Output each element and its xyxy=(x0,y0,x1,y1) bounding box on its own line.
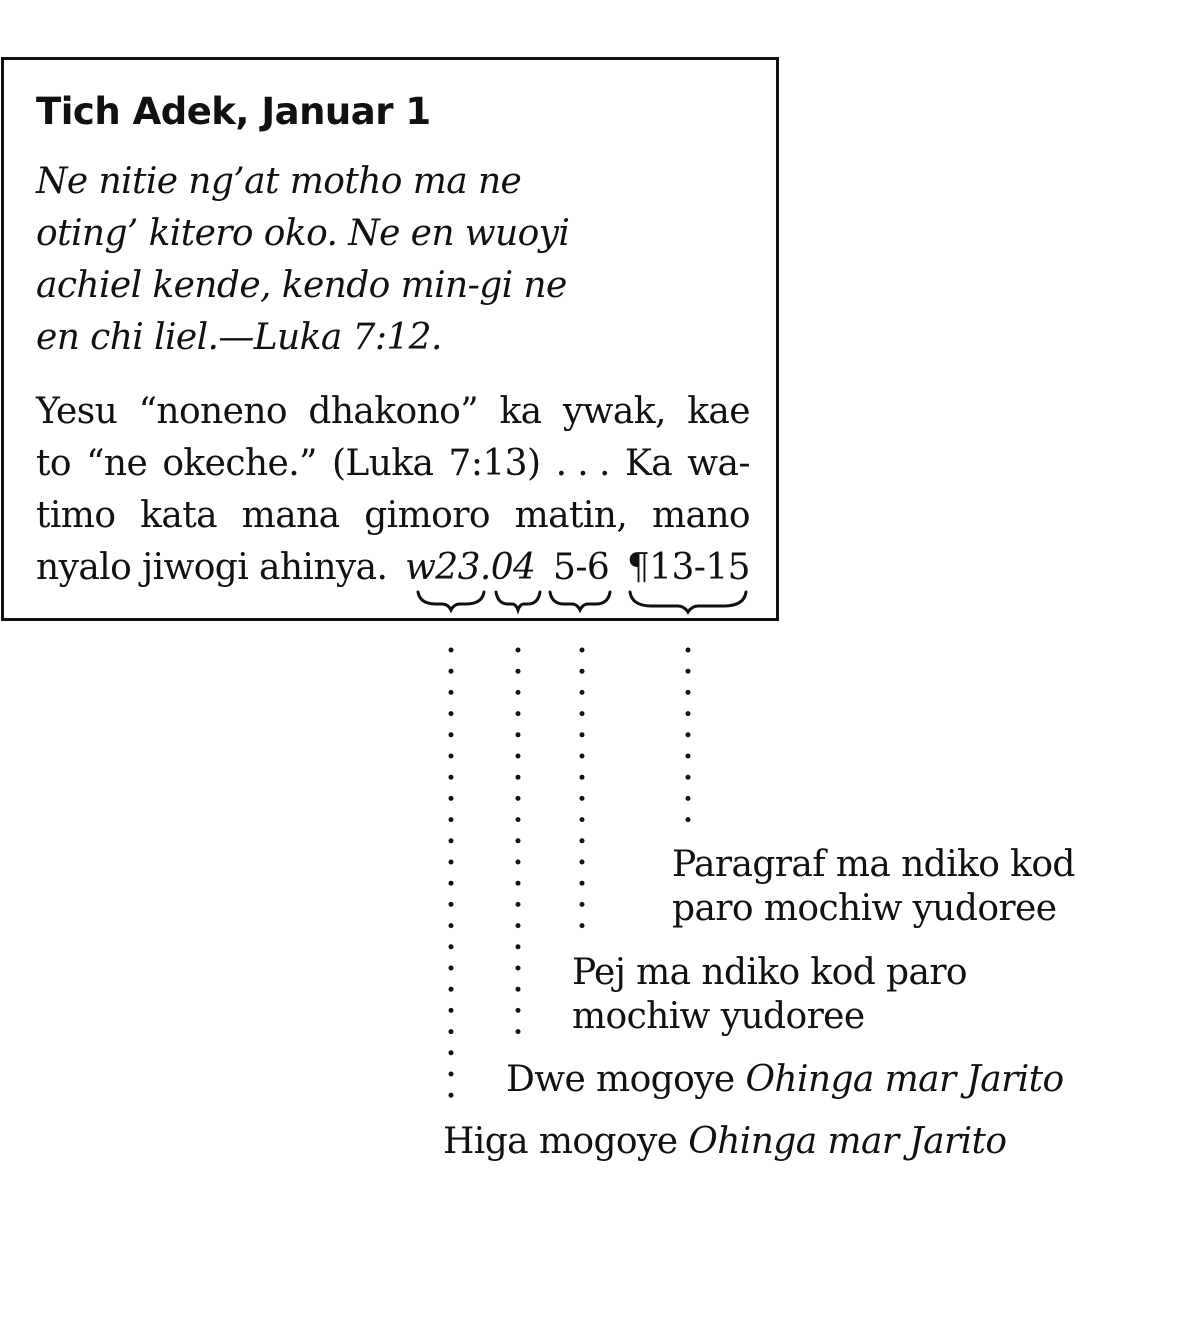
comment-word: mano xyxy=(651,495,750,536)
verse-line: Ne nitie ng’at motho ma ne xyxy=(36,161,522,202)
paragraph-numbers: ¶13-15 xyxy=(626,547,750,588)
comment-word: “noneno xyxy=(138,391,288,432)
comment-line xyxy=(36,438,750,490)
comment-word: timo xyxy=(36,495,116,536)
explanation-line: Paragraf ma ndiko kod xyxy=(672,844,1075,885)
comment-word: mana xyxy=(241,495,340,536)
comment-word: kae xyxy=(687,391,750,432)
comment-word: matin, xyxy=(514,495,628,536)
explanation-line: Pej ma ndiko kod paro xyxy=(572,952,968,993)
page-numbers: 5-6 xyxy=(553,547,610,588)
publication-code: w23.04 xyxy=(405,547,536,588)
comment-word: “ne xyxy=(86,443,148,484)
comment-word: ywak, xyxy=(562,391,666,432)
comment-line xyxy=(36,386,750,438)
card-title: Tich Adek, Januar 1 xyxy=(36,90,431,133)
month-explanation xyxy=(506,1058,1064,1102)
comment-line xyxy=(36,542,750,594)
explanation-prefix: Higa mogoye xyxy=(443,1121,678,1162)
comment-word: dhakono” xyxy=(308,391,479,432)
pages-explanation xyxy=(572,951,967,1039)
comment-word: Ka xyxy=(624,443,673,484)
daily-text-card xyxy=(1,57,779,621)
comment-word: ka xyxy=(499,391,542,432)
explanation-prefix: Dwe mogoye xyxy=(506,1059,735,1100)
theme-scripture xyxy=(36,156,569,364)
comment-word: Yesu xyxy=(36,391,118,432)
comment-word: wa- xyxy=(687,443,750,484)
comment-word: kata xyxy=(140,495,217,536)
explanation-line: paro mochiw yudoree xyxy=(672,888,1057,929)
explanation-line: mochiw yudoree xyxy=(572,996,865,1037)
verse-line: en chi liel.—Luka 7:12. xyxy=(36,317,442,358)
publication-title: Ohinga mar Jarito xyxy=(688,1121,1007,1162)
verse-line: achiel kende, kendo min-gi ne xyxy=(36,265,567,306)
paragraphs-explanation xyxy=(672,843,1075,931)
comment-word: gimoro xyxy=(364,495,490,536)
comment-word: okeche.” xyxy=(162,443,317,484)
comment-text: nyalo jiwogi ahinya. xyxy=(36,547,388,588)
comment-word: 7:13) xyxy=(448,443,541,484)
comment-word: (Luka xyxy=(331,443,434,484)
comment-word: to xyxy=(36,443,71,484)
comment-word: . . . xyxy=(555,443,610,484)
year-explanation xyxy=(443,1120,1006,1164)
verse-line: oting’ kitero oko. Ne en wuoyi xyxy=(36,213,570,254)
comment-line xyxy=(36,490,750,542)
comment-paragraph xyxy=(36,386,750,594)
publication-title: Ohinga mar Jarito xyxy=(745,1059,1064,1100)
